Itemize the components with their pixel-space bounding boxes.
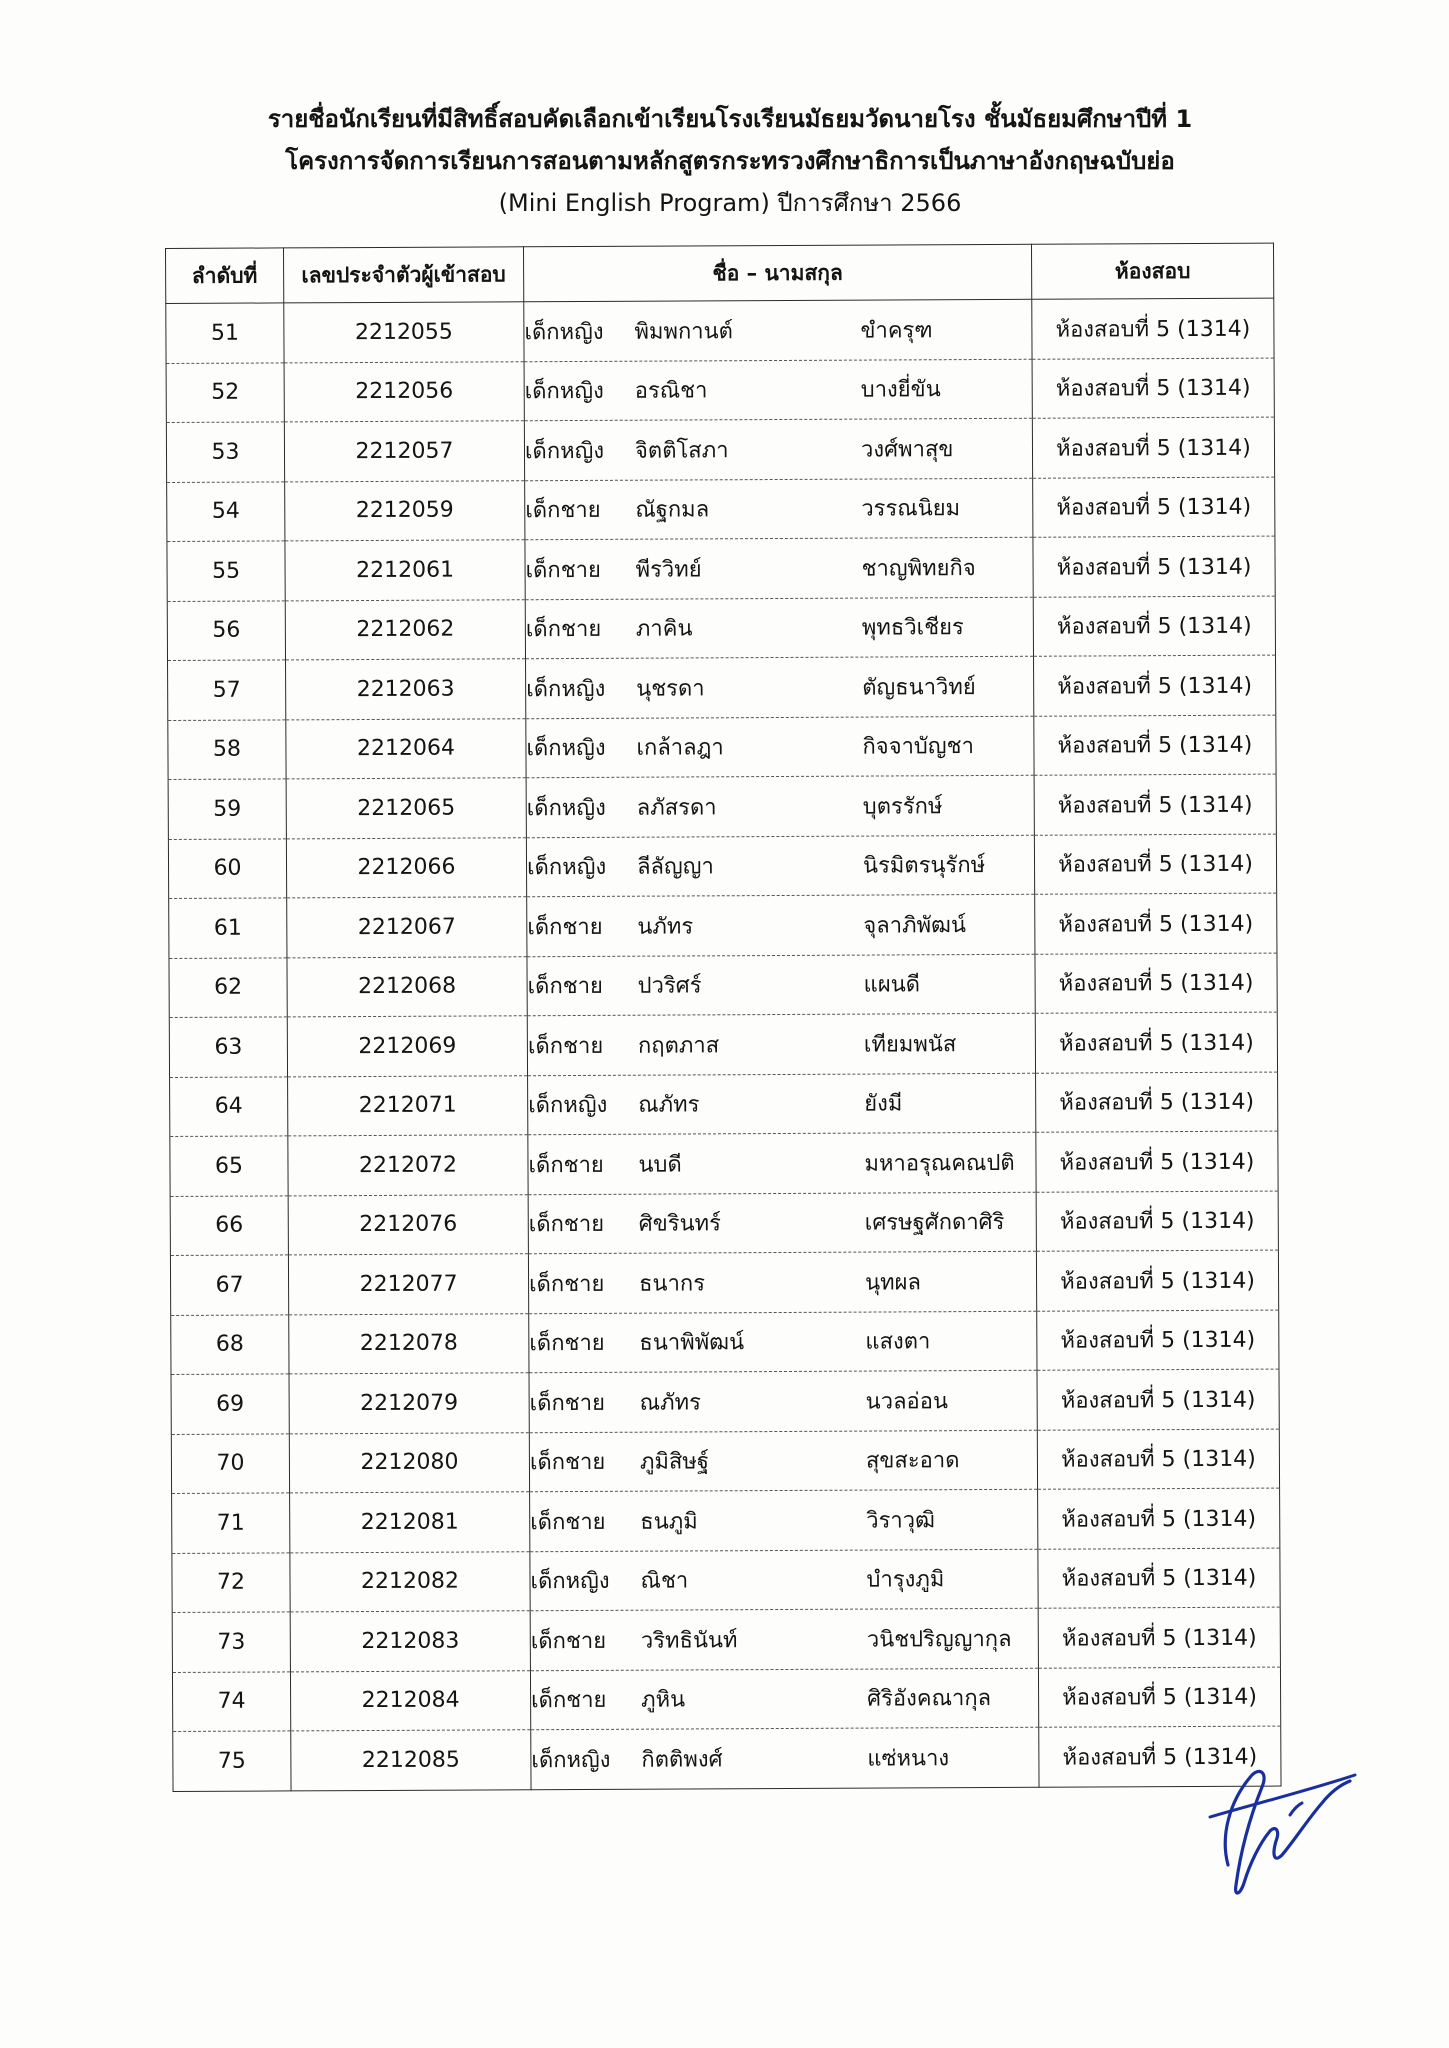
first-name: ณภัทร xyxy=(638,1092,700,1118)
name-prefix: เด็กหญิง xyxy=(524,438,605,464)
cell-no: 69 xyxy=(171,1374,289,1434)
cell-exam-room: ห้องสอบที่ 5 (1314) xyxy=(1032,298,1274,359)
cell-exam-room: ห้องสอบที่ 5 (1314) xyxy=(1038,1548,1280,1609)
first-name: ธนาพิพัฒน์ xyxy=(639,1330,745,1356)
table-row xyxy=(172,1488,1280,1553)
cell-exam-room: ห้องสอบที่ 5 (1314) xyxy=(1034,655,1276,716)
name-prefix: เด็กชาย xyxy=(528,1152,604,1178)
cell-exam-room: ห้องสอบที่ 5 (1314) xyxy=(1034,774,1276,835)
cell-exam-id: 2212056 xyxy=(284,361,524,422)
cell-exam-room: ห้องสอบที่ 5 (1314) xyxy=(1035,953,1277,1014)
cell-full-name xyxy=(528,1251,1036,1313)
table-row xyxy=(168,655,1276,720)
table-row xyxy=(167,536,1275,601)
full-name xyxy=(529,1311,1036,1372)
name-prefix: เด็กชาย xyxy=(525,557,601,583)
table-row xyxy=(170,1131,1278,1196)
table-header-row xyxy=(166,243,1274,303)
last-name: ตัญธนาวิทย์ xyxy=(862,674,976,701)
cell-full-name xyxy=(524,299,1032,361)
cell-full-name xyxy=(526,716,1034,778)
table-row xyxy=(172,1607,1280,1672)
last-name: บางยี่ขัน xyxy=(860,377,941,403)
cell-no: 54 xyxy=(167,481,285,541)
cell-exam-id: 2212065 xyxy=(286,778,526,839)
header-title: รายชื่อนักเรียนที่มีสิทธิ์สอบคัดเลือกเข้าเรียนโรงเรียนมัธยมวัดนายโรง ชั้นมัธยมศึกษาปีที่ 1 xyxy=(267,105,1193,133)
full-name xyxy=(531,1668,1038,1729)
cell-exam-room: ห้องสอบที่ 5 (1314) xyxy=(1035,893,1277,954)
cell-exam-room: ห้องสอบที่ 5 (1314) xyxy=(1036,1250,1278,1311)
cell-exam-room: ห้องสอบที่ 5 (1314) xyxy=(1037,1369,1279,1430)
full-name xyxy=(531,1728,1038,1789)
cell-exam-id: 2212077 xyxy=(288,1254,528,1315)
cell-exam-room: ห้องสอบที่ 5 (1314) xyxy=(1036,1191,1278,1252)
name-prefix: เด็กชาย xyxy=(525,617,602,643)
first-name: ปวริศร์ xyxy=(637,973,702,999)
cell-full-name xyxy=(530,1489,1038,1551)
cell-full-name xyxy=(526,775,1034,837)
full-name xyxy=(528,1133,1035,1194)
cell-full-name xyxy=(531,1727,1039,1789)
first-name: ณิชา xyxy=(640,1568,689,1594)
name-prefix: เด็กหญิง xyxy=(524,319,604,345)
cell-exam-id: 2212079 xyxy=(289,1373,529,1434)
cell-exam-room: ห้องสอบที่ 5 (1314) xyxy=(1038,1667,1280,1728)
name-prefix: เด็กชาย xyxy=(529,1390,606,1416)
column-header-id: เลขประจำตัวผู้เข้าสอบ xyxy=(284,247,524,303)
last-name: วิราวุฒิ xyxy=(866,1508,936,1534)
cell-full-name xyxy=(526,656,1034,718)
cell-full-name xyxy=(527,954,1035,1016)
last-name: ยังมี xyxy=(864,1091,903,1117)
table-row xyxy=(166,298,1274,363)
table-row xyxy=(166,417,1274,482)
first-name: อรณิชา xyxy=(634,378,708,404)
last-name: กิจจาบัญชา xyxy=(862,734,974,760)
name-prefix: เด็กชาย xyxy=(525,498,601,524)
cell-exam-id: 2212059 xyxy=(285,480,525,541)
cell-no: 56 xyxy=(167,600,285,660)
table-row xyxy=(168,715,1276,780)
cell-no: 66 xyxy=(170,1195,288,1255)
cell-exam-room: ห้องสอบที่ 5 (1314) xyxy=(1038,1607,1280,1668)
cell-exam-id: 2212069 xyxy=(287,1016,527,1077)
first-name: ณัฐกมล xyxy=(635,497,710,523)
column-header-name: ชื่อ – นามสกุล xyxy=(523,244,1031,301)
first-name: นุชรดา xyxy=(636,676,705,702)
name-prefix: เด็กชาย xyxy=(531,1688,607,1714)
cell-exam-id: 2212066 xyxy=(286,837,526,898)
cell-exam-id: 2212064 xyxy=(286,718,526,779)
cell-no: 52 xyxy=(166,362,284,422)
table-row xyxy=(167,477,1275,542)
full-name xyxy=(530,1430,1037,1491)
name-prefix: เด็กชาย xyxy=(529,1271,605,1297)
table-row xyxy=(173,1726,1281,1791)
full-name xyxy=(527,895,1034,956)
last-name: นิรมิตรนุรักษ์ xyxy=(862,853,986,879)
cell-no: 62 xyxy=(169,957,287,1017)
first-name: ภูมิสิษฐ์ xyxy=(639,1449,710,1475)
cell-no: 70 xyxy=(171,1433,289,1493)
name-prefix: เด็กชาย xyxy=(528,1212,605,1238)
cell-exam-id: 2212055 xyxy=(284,302,524,363)
table-row xyxy=(170,1191,1278,1256)
first-name: ลีลัญญา xyxy=(636,854,714,880)
cell-full-name xyxy=(530,1608,1038,1670)
full-name xyxy=(531,1609,1038,1670)
first-name: นภัทร xyxy=(637,914,694,940)
table-body xyxy=(166,298,1281,1791)
table-row xyxy=(171,1369,1279,1434)
cell-full-name xyxy=(528,1192,1036,1254)
full-name xyxy=(530,1490,1037,1551)
cell-full-name xyxy=(527,1013,1035,1075)
cell-full-name xyxy=(524,418,1032,480)
name-prefix: เด็กชาย xyxy=(530,1628,607,1654)
full-name xyxy=(527,954,1034,1015)
full-name xyxy=(530,1371,1037,1432)
first-name: ภูหิน xyxy=(641,1687,686,1713)
full-name xyxy=(529,1192,1036,1253)
first-name: พิมพกานต์ xyxy=(634,318,733,345)
cell-exam-id: 2212062 xyxy=(285,599,525,660)
first-name: ธนภูมิ xyxy=(640,1509,698,1535)
last-name: บำรุงภูมิ xyxy=(866,1567,945,1593)
cell-exam-room: ห้องสอบที่ 5 (1314) xyxy=(1032,358,1274,419)
last-name: บุตรรักษ์ xyxy=(862,793,943,820)
first-name: กิตติพงศ์ xyxy=(641,1747,723,1773)
cell-full-name xyxy=(530,1668,1038,1730)
cell-exam-id: 2212080 xyxy=(289,1432,529,1493)
last-name: มหาอรุณคณปติ xyxy=(864,1150,1015,1177)
cell-exam-id: 2212083 xyxy=(290,1611,530,1672)
cell-exam-id: 2212068 xyxy=(287,956,527,1017)
full-name xyxy=(529,1252,1036,1313)
last-name: แสงตา xyxy=(865,1329,931,1355)
cell-exam-id: 2212071 xyxy=(288,1075,528,1136)
full-name xyxy=(527,776,1034,837)
cell-exam-id: 2212061 xyxy=(285,540,525,601)
cell-no: 53 xyxy=(166,422,284,482)
cell-exam-room: ห้องสอบที่ 5 (1314) xyxy=(1034,834,1276,895)
cell-full-name xyxy=(529,1430,1037,1492)
table-header xyxy=(166,243,1274,303)
cell-no: 73 xyxy=(172,1612,290,1672)
cell-exam-room: ห้องสอบที่ 5 (1314) xyxy=(1036,1072,1278,1133)
cell-no: 74 xyxy=(172,1671,290,1731)
first-name: จิตติโสภา xyxy=(634,437,729,464)
table-row xyxy=(169,1012,1277,1077)
cell-exam-id: 2212084 xyxy=(290,1670,530,1731)
last-name: เทียมพนัส xyxy=(863,1031,957,1058)
cell-exam-id: 2212076 xyxy=(288,1194,528,1255)
name-prefix: เด็กชาย xyxy=(530,1509,606,1535)
cell-no: 67 xyxy=(170,1255,288,1315)
cell-full-name xyxy=(528,1073,1036,1135)
table-row xyxy=(169,893,1277,958)
cell-full-name xyxy=(526,835,1034,897)
last-name: แซ่หนาง xyxy=(867,1745,950,1772)
cell-exam-id: 2212067 xyxy=(287,897,527,958)
full-name xyxy=(530,1549,1037,1610)
table-row xyxy=(169,953,1277,1018)
name-prefix: เด็กหญิง xyxy=(526,736,606,762)
first-name: ศิขรินทร์ xyxy=(638,1211,722,1237)
name-prefix: เด็กชาย xyxy=(527,1033,604,1059)
cell-full-name xyxy=(525,597,1033,659)
cell-exam-room: ห้องสอบที่ 5 (1314) xyxy=(1038,1488,1280,1549)
full-name xyxy=(528,1073,1035,1134)
last-name: เศรษฐศักดาศิริ xyxy=(864,1210,1005,1236)
last-name: ชาญพิทยกิจ xyxy=(861,555,976,582)
last-name: วรรณนิยม xyxy=(861,496,961,522)
cell-exam-room: ห้องสอบที่ 5 (1314) xyxy=(1036,1131,1278,1192)
table-row xyxy=(170,1250,1278,1315)
cell-no: 59 xyxy=(168,779,286,839)
first-name: นบดี xyxy=(638,1152,682,1178)
cell-full-name xyxy=(525,478,1033,540)
last-name: สุขสะอาด xyxy=(865,1448,960,1474)
cell-full-name xyxy=(529,1311,1037,1373)
full-name xyxy=(526,597,1033,658)
cell-exam-id: 2212057 xyxy=(284,421,524,482)
cell-exam-room: ห้องสอบที่ 5 (1314) xyxy=(1037,1310,1279,1371)
table-row xyxy=(172,1667,1280,1732)
cell-exam-room: ห้องสอบที่ 5 (1314) xyxy=(1034,715,1276,776)
cell-full-name xyxy=(524,359,1032,421)
cell-exam-room: ห้องสอบที่ 5 (1314) xyxy=(1037,1429,1279,1490)
cell-no: 72 xyxy=(172,1552,290,1612)
last-name: ศิริอังคณากุล xyxy=(867,1686,992,1712)
full-name xyxy=(524,300,1031,361)
cell-full-name xyxy=(525,537,1033,599)
cell-full-name xyxy=(529,1370,1037,1432)
header-program: โครงการจัดการเรียนการสอนตามหลักสูตรกระทรวงศึกษาธิการเป็นภาษาอังกฤษฉบับย่อ xyxy=(285,147,1175,175)
cell-no: 60 xyxy=(168,838,286,898)
cell-no: 55 xyxy=(167,541,285,601)
name-prefix: เด็กชาย xyxy=(527,914,603,940)
handwritten-signature-icon xyxy=(1190,1745,1360,1905)
cell-no: 57 xyxy=(168,660,286,720)
table-row xyxy=(168,774,1276,839)
name-prefix: เด็กหญิง xyxy=(526,676,606,702)
last-name: นวลอ่อน xyxy=(865,1388,949,1415)
cell-exam-room: ห้องสอบที่ 5 (1314) xyxy=(1035,1012,1277,1073)
cell-no: 68 xyxy=(171,1314,289,1374)
cell-exam-room: ห้องสอบที่ 5 (1314) xyxy=(1033,477,1275,538)
table-row xyxy=(166,358,1274,423)
student-roster-table xyxy=(165,243,1282,1792)
cell-full-name xyxy=(530,1549,1038,1611)
cell-no: 65 xyxy=(170,1136,288,1196)
signature xyxy=(1190,1745,1360,1905)
cell-exam-id: 2212078 xyxy=(289,1313,529,1374)
name-prefix: เด็กชาย xyxy=(529,1450,606,1476)
document-header xyxy=(190,98,1270,224)
table-row xyxy=(171,1310,1279,1375)
full-name xyxy=(525,419,1032,480)
full-name xyxy=(525,538,1032,599)
first-name: เกล้าลฎา xyxy=(636,735,724,761)
cell-exam-room: ห้องสอบที่ 5 (1314) xyxy=(1033,536,1275,597)
name-prefix: เด็กหญิง xyxy=(524,379,604,405)
name-prefix: เด็กหญิง xyxy=(526,795,606,821)
full-name xyxy=(525,359,1032,420)
last-name: จุลาภิพัฒน์ xyxy=(863,912,967,939)
last-name: วงศ์พาสุข xyxy=(860,436,954,463)
cell-exam-room: ห้องสอบที่ 5 (1314) xyxy=(1039,1726,1281,1787)
first-name: ลภัสรดา xyxy=(636,795,717,821)
cell-exam-id: 2212082 xyxy=(290,1551,530,1612)
cell-exam-id: 2212072 xyxy=(288,1135,528,1196)
cell-full-name xyxy=(527,894,1035,956)
first-name: วริทธินันท์ xyxy=(640,1627,738,1654)
full-name xyxy=(526,716,1033,777)
name-prefix: เด็กหญิง xyxy=(530,1569,610,1595)
table-row xyxy=(171,1429,1279,1494)
first-name: กฤตภาส xyxy=(637,1033,720,1059)
last-name: แผนดี xyxy=(863,972,921,998)
last-name: พุทธวิเชียร xyxy=(861,615,964,641)
cell-no: 63 xyxy=(169,1017,287,1077)
column-header-room: ห้องสอบ xyxy=(1031,243,1273,299)
cell-exam-room: ห้องสอบที่ 5 (1314) xyxy=(1032,417,1274,478)
cell-no: 61 xyxy=(169,898,287,958)
full-name xyxy=(528,1014,1035,1075)
name-prefix: เด็กหญิง xyxy=(526,855,607,881)
first-name: ธนากร xyxy=(639,1271,706,1297)
cell-exam-id: 2212063 xyxy=(286,659,526,720)
name-prefix: เด็กหญิง xyxy=(528,1093,608,1119)
name-prefix: เด็กชาย xyxy=(527,974,603,1000)
table-row xyxy=(167,596,1275,661)
name-prefix: เด็กหญิง xyxy=(531,1747,611,1773)
last-name: ขำครุฑ xyxy=(860,317,933,344)
first-name: ภาคิน xyxy=(635,616,693,642)
last-name: วนิชปริญญากุล xyxy=(866,1626,1012,1653)
first-name: พีรวิทย์ xyxy=(635,557,702,583)
cell-exam-id: 2212085 xyxy=(291,1730,531,1791)
full-name xyxy=(525,478,1032,539)
cell-exam-room: ห้องสอบที่ 5 (1314) xyxy=(1033,596,1275,657)
first-name: ณภัทร xyxy=(639,1390,701,1416)
full-name xyxy=(526,657,1033,718)
table-row xyxy=(168,834,1276,899)
table-row xyxy=(170,1072,1278,1137)
header-year: (Mini English Program) ปีการศึกษา 2566 xyxy=(498,189,962,217)
last-name: นุทผล xyxy=(865,1270,922,1296)
cell-full-name xyxy=(528,1132,1036,1194)
cell-no: 75 xyxy=(173,1731,291,1791)
name-prefix: เด็กชาย xyxy=(529,1331,605,1357)
full-name xyxy=(527,835,1034,896)
cell-exam-id: 2212081 xyxy=(290,1492,530,1553)
cell-no: 58 xyxy=(168,719,286,779)
cell-no: 51 xyxy=(166,303,284,363)
cell-no: 71 xyxy=(172,1493,290,1553)
table-row xyxy=(172,1548,1280,1613)
cell-no: 64 xyxy=(170,1076,288,1136)
column-header-no: ลำดับที่ xyxy=(166,248,284,304)
